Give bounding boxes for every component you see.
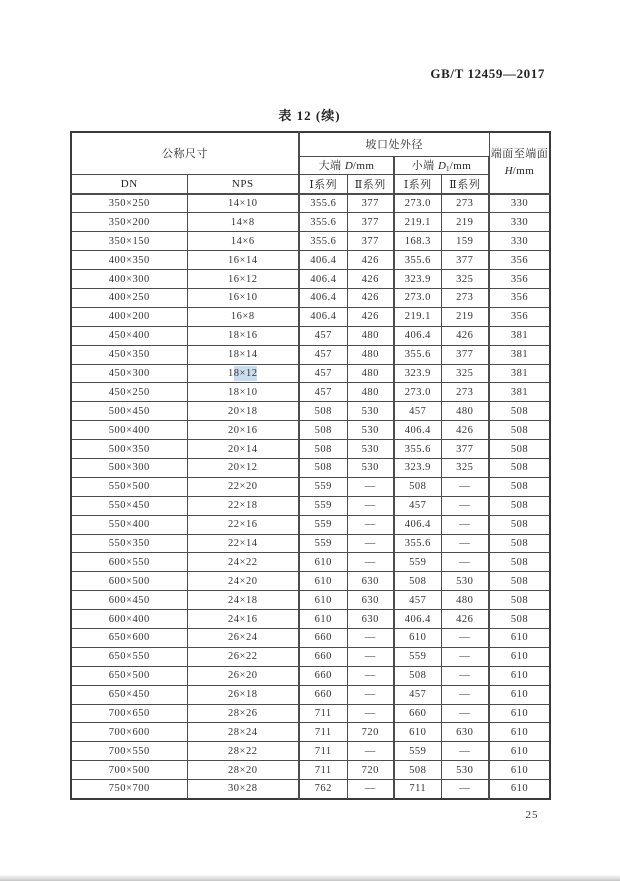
table-cell: 377: [441, 251, 489, 270]
table-cell: 16×8: [187, 307, 299, 326]
table-cell: 356: [489, 251, 550, 270]
table-cell: 26×18: [187, 685, 299, 704]
table-cell: 711: [394, 780, 441, 799]
table-cell: 426: [441, 421, 489, 440]
table-cell: 480: [441, 402, 489, 421]
table-cell: 508: [394, 761, 441, 780]
table-cell: 650×550: [71, 647, 187, 666]
table-cell: 14×10: [187, 194, 299, 213]
table-cell: —: [347, 666, 394, 685]
table-cell: 508: [489, 534, 550, 553]
col-header-dn: DN: [71, 174, 187, 194]
table-cell: —: [441, 477, 489, 496]
table-row: [71, 610, 550, 629]
table-cell: 508: [394, 666, 441, 685]
table-cell: 559: [299, 515, 347, 534]
table-cell: 559: [394, 742, 441, 761]
table-cell: 610: [489, 685, 550, 704]
table-cell: 20×16: [187, 421, 299, 440]
table-cell: 630: [347, 591, 394, 610]
table-cell: 508: [489, 402, 550, 421]
small-end-subscript: 1: [445, 164, 450, 173]
table-cell: —: [441, 647, 489, 666]
table-cell: 600×550: [71, 553, 187, 572]
table-cell: 426: [441, 610, 489, 629]
table-cell: —: [441, 742, 489, 761]
table-cell: 406.4: [299, 270, 347, 289]
table-cell: 350×200: [71, 213, 187, 232]
table-cell: 381: [489, 364, 550, 383]
table-cell: 377: [347, 232, 394, 251]
table-cell: 610: [299, 553, 347, 572]
table-cell: 480: [347, 326, 394, 345]
table-cell: 356: [489, 270, 550, 289]
table-row: [71, 251, 550, 270]
table-cell: 14×6: [187, 232, 299, 251]
table-cell: 20×18: [187, 402, 299, 421]
table-cell: 530: [347, 402, 394, 421]
table-cell: 500×450: [71, 402, 187, 421]
table-row: [71, 383, 550, 402]
table-cell: 550×500: [71, 477, 187, 496]
table-cell: —: [441, 780, 489, 799]
table-cell: 650×500: [71, 666, 187, 685]
table-cell: 660: [299, 666, 347, 685]
table-cell: 330: [489, 232, 550, 251]
table-cell: 508: [489, 553, 550, 572]
table-cell: —: [441, 553, 489, 572]
table-cell: 355.6: [299, 194, 347, 213]
table-cell: 457: [299, 326, 347, 345]
table-cell: 377: [441, 440, 489, 459]
table-cell: 273: [441, 194, 489, 213]
table-cell: 350×250: [71, 194, 187, 213]
col-header-series1-small: Ⅰ系列: [394, 174, 441, 194]
table-cell: 24×20: [187, 572, 299, 591]
dimension-table: [70, 131, 551, 800]
header-row-series: [71, 174, 550, 194]
table-cell: 508: [489, 610, 550, 629]
table-cell: 457: [394, 591, 441, 610]
table-cell: 450×250: [71, 383, 187, 402]
table-cell: 325: [441, 458, 489, 477]
table-cell: 406.4: [394, 610, 441, 629]
table-cell: 660: [299, 685, 347, 704]
col-header-small-end: [394, 156, 489, 174]
table-cell: 630: [347, 610, 394, 629]
col-header-big-end: [299, 156, 394, 174]
table-cell: 273.0: [394, 288, 441, 307]
table-row: [71, 572, 550, 591]
table-cell: 700×650: [71, 704, 187, 723]
table-cell: 550×450: [71, 496, 187, 515]
table-cell: 355.6: [299, 213, 347, 232]
table-cell: 450×350: [71, 345, 187, 364]
table-row: [71, 534, 550, 553]
table-cell: 508: [489, 477, 550, 496]
table-cell: 406.4: [299, 288, 347, 307]
table-cell: —: [441, 496, 489, 515]
table-cell: 700×550: [71, 742, 187, 761]
table-cell: 610: [299, 610, 347, 629]
table-cell: 530: [441, 761, 489, 780]
table-cell: 377: [347, 213, 394, 232]
face-to-face-symbol: H: [504, 165, 513, 177]
table-cell: 450×400: [71, 326, 187, 345]
table-cell: 20×12: [187, 458, 299, 477]
table-cell: 508: [299, 421, 347, 440]
table-cell: 406.4: [394, 326, 441, 345]
table-cell: 711: [299, 723, 347, 742]
big-end-symbol: D: [344, 160, 353, 172]
table-cell: 28×24: [187, 723, 299, 742]
table-cell: 24×18: [187, 591, 299, 610]
table-cell: 508: [489, 515, 550, 534]
table-cell: 508: [489, 421, 550, 440]
table-row: [71, 288, 550, 307]
table-cell: 30×28: [187, 780, 299, 799]
table-cell: 610: [489, 723, 550, 742]
table-cell: 400×250: [71, 288, 187, 307]
table-cell: —: [347, 780, 394, 799]
table-cell: 600×500: [71, 572, 187, 591]
table-cell: 550×350: [71, 534, 187, 553]
table-cell: 559: [299, 534, 347, 553]
table-cell: 457: [394, 496, 441, 515]
table-cell: 508: [299, 458, 347, 477]
table-cell: 406.4: [299, 251, 347, 270]
big-end-label: 大端: [318, 160, 345, 172]
table-row: [71, 666, 550, 685]
table-cell: 610: [299, 572, 347, 591]
table-cell: 355.6: [299, 232, 347, 251]
table-cell: 610: [394, 723, 441, 742]
table-row: [71, 270, 550, 289]
table-cell: 610: [489, 628, 550, 647]
table-cell: 600×400: [71, 610, 187, 629]
table-cell: 219.1: [394, 213, 441, 232]
table-row: [71, 742, 550, 761]
table-cell: 457: [299, 345, 347, 364]
table-cell: 273: [441, 383, 489, 402]
table-cell: 355.6: [394, 440, 441, 459]
table-row: [71, 515, 550, 534]
face-to-face-unit: /mm: [512, 165, 535, 177]
table-cell: 381: [489, 383, 550, 402]
table-cell: 168.3: [394, 232, 441, 251]
table-cell: 610: [489, 704, 550, 723]
table-cell: 18×16: [187, 326, 299, 345]
table-cell: 400×350: [71, 251, 187, 270]
table-cell: 450×300: [71, 364, 187, 383]
table-cell: 325: [441, 270, 489, 289]
table-cell: —: [347, 704, 394, 723]
table-cell: 18×12: [187, 364, 299, 383]
table-cell: 426: [347, 307, 394, 326]
table-cell: 700×500: [71, 761, 187, 780]
table-cell: 22×14: [187, 534, 299, 553]
table-cell: 219.1: [394, 307, 441, 326]
table-cell: 426: [441, 326, 489, 345]
col-header-face-to-face: [489, 132, 550, 194]
table-row: [71, 232, 550, 251]
table-cell: 355.6: [394, 534, 441, 553]
table-cell: —: [347, 553, 394, 572]
table-cell: 660: [299, 647, 347, 666]
table-cell: 18×14: [187, 345, 299, 364]
table-cell: 356: [489, 307, 550, 326]
table-cell: 508: [489, 591, 550, 610]
col-header-series2-small: Ⅱ系列: [441, 174, 489, 194]
table-cell: —: [347, 647, 394, 666]
table-cell: 219: [441, 213, 489, 232]
table-row: [71, 458, 550, 477]
table-cell: 530: [347, 421, 394, 440]
table-cell: 559: [299, 496, 347, 515]
table-cell: 457: [299, 364, 347, 383]
face-to-face-label: 端面至端面: [490, 147, 549, 160]
table-row: [71, 194, 550, 213]
table-cell: 720: [347, 761, 394, 780]
small-end-unit: /mm: [449, 160, 472, 172]
table-cell: 426: [347, 270, 394, 289]
table-cell: 22×16: [187, 515, 299, 534]
table-cell: —: [347, 515, 394, 534]
table-cell: 406.4: [394, 421, 441, 440]
table-row: [71, 723, 550, 742]
table-cell: —: [441, 534, 489, 553]
table-cell: 508: [394, 477, 441, 496]
table-cell: 630: [441, 723, 489, 742]
table-cell: 16×14: [187, 251, 299, 270]
table-row: [71, 591, 550, 610]
table-cell: 480: [347, 345, 394, 364]
table-cell: 330: [489, 194, 550, 213]
table-row: [71, 364, 550, 383]
table-row: [71, 761, 550, 780]
table-cell: 660: [394, 704, 441, 723]
table-cell: 500×300: [71, 458, 187, 477]
table-cell: 508: [489, 458, 550, 477]
table-cell: 28×26: [187, 704, 299, 723]
table-cell: 273.0: [394, 194, 441, 213]
table-cell: —: [347, 477, 394, 496]
table-row: [71, 780, 550, 799]
table-cell: 610: [489, 666, 550, 685]
table-row: [71, 477, 550, 496]
table-cell: 530: [441, 572, 489, 591]
table-row: [71, 496, 550, 515]
table-cell: 400×300: [71, 270, 187, 289]
table-cell: 762: [299, 780, 347, 799]
table-cell: 610: [394, 628, 441, 647]
table-cell: 530: [347, 458, 394, 477]
table-cell: 480: [347, 364, 394, 383]
table-cell: 426: [347, 251, 394, 270]
table-cell: 159: [441, 232, 489, 251]
table-cell: 323.9: [394, 364, 441, 383]
table-cell: —: [441, 666, 489, 685]
table-cell: 610: [489, 761, 550, 780]
table-cell: 400×200: [71, 307, 187, 326]
table-cell: 559: [394, 553, 441, 572]
table-cell: 711: [299, 742, 347, 761]
table-cell: 720: [347, 723, 394, 742]
table-row: [71, 421, 550, 440]
table-cell: 28×22: [187, 742, 299, 761]
col-header-bevel-od: 坡口处外径: [299, 132, 489, 156]
table-cell: 530: [347, 440, 394, 459]
col-header-series1-big: Ⅰ系列: [299, 174, 347, 194]
table-cell: 610: [299, 591, 347, 610]
table-cell: —: [347, 534, 394, 553]
col-header-nominal-size: 公称尺寸: [71, 132, 299, 174]
table-cell: 457: [394, 685, 441, 704]
table-cell: 508: [299, 402, 347, 421]
table-cell: 650×600: [71, 628, 187, 647]
table-row: [71, 326, 550, 345]
table-cell: 26×24: [187, 628, 299, 647]
table-cell: —: [441, 628, 489, 647]
table-cell: 16×10: [187, 288, 299, 307]
table-cell: —: [441, 685, 489, 704]
table-cell: 711: [299, 761, 347, 780]
table-cell: 406.4: [299, 307, 347, 326]
table-cell: —: [441, 704, 489, 723]
table-cell: 610: [489, 647, 550, 666]
table-cell: 381: [489, 326, 550, 345]
table-cell: —: [347, 685, 394, 704]
table-cell: 14×8: [187, 213, 299, 232]
table-cell: 559: [394, 647, 441, 666]
table-cell: 355.6: [394, 345, 441, 364]
table-row: [71, 628, 550, 647]
table-cell: 660: [299, 628, 347, 647]
table-cell: 711: [299, 704, 347, 723]
table-cell: 480: [347, 383, 394, 402]
table-cell: 500×400: [71, 421, 187, 440]
table-cell: 508: [489, 440, 550, 459]
table-row: [71, 213, 550, 232]
table-row: [71, 704, 550, 723]
table-cell: 22×18: [187, 496, 299, 515]
table-cell: 22×20: [187, 477, 299, 496]
table-cell: 610: [489, 780, 550, 799]
table-row: [71, 345, 550, 364]
col-header-nps: NPS: [187, 174, 299, 194]
table-cell: —: [347, 742, 394, 761]
table-cell: 508: [489, 496, 550, 515]
table-cell: 406.4: [394, 515, 441, 534]
table-cell: 350×150: [71, 232, 187, 251]
table-cell: 610: [489, 742, 550, 761]
table-row: [71, 307, 550, 326]
big-end-unit: /mm: [352, 160, 375, 172]
table-row: [71, 685, 550, 704]
table-cell: 28×20: [187, 761, 299, 780]
table-row: [71, 553, 550, 572]
table-cell: 16×12: [187, 270, 299, 289]
table-cell: 480: [441, 591, 489, 610]
table-cell: 559: [299, 477, 347, 496]
table-cell: 550×400: [71, 515, 187, 534]
table-cell: 273: [441, 288, 489, 307]
table-cell: 457: [299, 383, 347, 402]
table-cell: 24×16: [187, 610, 299, 629]
small-end-label: 小端: [411, 160, 438, 172]
table-cell: 630: [347, 572, 394, 591]
scan-edge-shadow: [0, 875, 620, 881]
table-cell: 323.9: [394, 270, 441, 289]
table-cell: 20×14: [187, 440, 299, 459]
table-cell: 650×450: [71, 685, 187, 704]
table-cell: 356: [489, 288, 550, 307]
page-number: 25: [525, 809, 539, 821]
table-title: 表 12 (续): [278, 108, 341, 123]
table-cell: 323.9: [394, 458, 441, 477]
table-cell: 426: [347, 288, 394, 307]
table-cell: 457: [394, 402, 441, 421]
small-end-symbol: D: [437, 160, 446, 172]
table-row: [71, 440, 550, 459]
table-cell: —: [441, 515, 489, 534]
col-header-series2-big: Ⅱ系列: [347, 174, 394, 194]
table-cell: 26×22: [187, 647, 299, 666]
table-cell: 18×10: [187, 383, 299, 402]
header-row-groups: [71, 132, 550, 156]
table-cell: 508: [489, 572, 550, 591]
table-cell: 377: [347, 194, 394, 213]
table-cell: 508: [299, 440, 347, 459]
table-cell: 355.6: [394, 251, 441, 270]
table-row: [71, 647, 550, 666]
table-cell: 508: [394, 572, 441, 591]
table-cell: 500×350: [71, 440, 187, 459]
table-body: [71, 194, 550, 799]
table-cell: 273.0: [394, 383, 441, 402]
table-cell: 219: [441, 307, 489, 326]
table-cell: 700×600: [71, 723, 187, 742]
table-cell: 330: [489, 213, 550, 232]
standard-code: GB/T 12459—2017: [430, 66, 545, 81]
table-cell: 600×450: [71, 591, 187, 610]
table-cell: 750×700: [71, 780, 187, 799]
table-cell: —: [347, 496, 394, 515]
table-cell: —: [347, 628, 394, 647]
table-cell: 24×22: [187, 553, 299, 572]
table-cell: 377: [441, 345, 489, 364]
table-row: [71, 402, 550, 421]
table-cell: 325: [441, 364, 489, 383]
table-cell: 381: [489, 345, 550, 364]
table-cell: 26×20: [187, 666, 299, 685]
